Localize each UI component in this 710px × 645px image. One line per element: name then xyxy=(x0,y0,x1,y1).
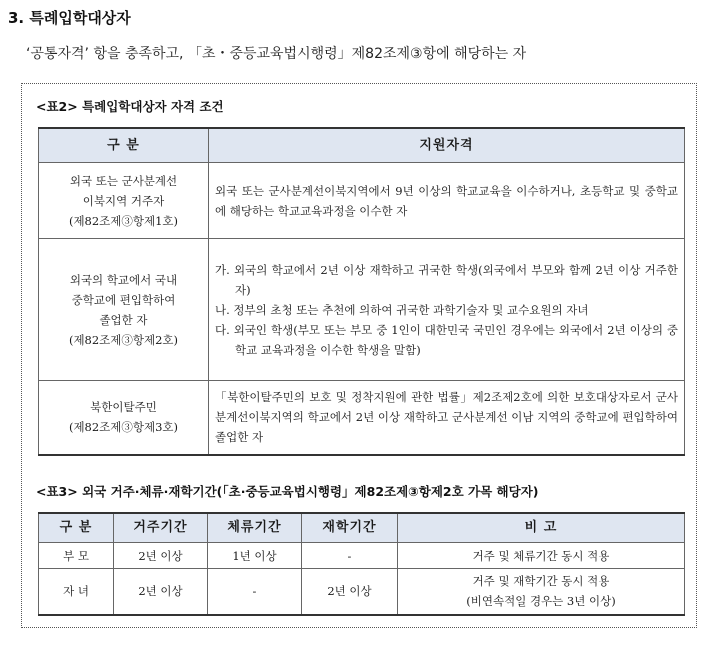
header-residence: 거주기간 xyxy=(114,513,208,543)
table-row xyxy=(39,381,685,455)
list-item: 나. 정부의 초청 또는 추천에 의하여 귀국한 과학기술자 및 교수요원의 자녀 xyxy=(215,302,589,317)
cell-enrollment: - xyxy=(302,543,398,569)
cell-category: 자 녀 xyxy=(39,569,114,615)
table1-caption: <표2> 특례입학대상자 자격 조건 xyxy=(36,99,224,114)
list-item: 다. 외국인 학생(부모 또는 부모 중 1인이 대한민국 국민인 경우에는 외국에서 2년 이상의 중학교 교육과정을 이수한 학생을 말함) xyxy=(215,322,678,357)
intro-text: ‘공통자격’ 항을 충족하고, 「초・중등교육법시행령」제82조제③항에 해당하는 자 xyxy=(26,46,527,62)
table2-caption: <표3> 외국 거주·체류·재학기간(「초·중등교육법시행령」제82조제③항제2호 가목 해당자) xyxy=(36,484,539,499)
table-row xyxy=(39,543,685,569)
table-row xyxy=(39,569,685,615)
row-description xyxy=(209,239,685,381)
cell-residence: 2년 이상 xyxy=(114,569,208,615)
cell-remarks: 거주 및 재학기간 동시 적용 (비연속적일 경우는 3년 이상) xyxy=(398,569,685,615)
section-heading: 3. 특례입학대상자 xyxy=(8,9,131,27)
row-category: 외국 또는 군사분계선 이북지역 거주자 (제82조제③항제1호) xyxy=(39,163,209,239)
residence-period-table xyxy=(38,512,685,616)
table-row xyxy=(39,163,685,239)
table-row xyxy=(39,239,685,381)
eligibility-table xyxy=(38,127,685,456)
cell-stay: - xyxy=(208,569,302,615)
header-stay: 체류기간 xyxy=(208,513,302,543)
header-qualification: 지원자격 xyxy=(209,128,685,163)
table-header-row xyxy=(39,513,685,543)
cell-enrollment: 2년 이상 xyxy=(302,569,398,615)
header-enrollment: 재학기간 xyxy=(302,513,398,543)
cell-residence: 2년 이상 xyxy=(114,543,208,569)
cell-remarks: 거주 및 체류기간 동시 적용 xyxy=(398,543,685,569)
header-remarks: 비 고 xyxy=(398,513,685,543)
header-category: 구 분 xyxy=(39,128,209,163)
row-description: 외국 또는 군사분계선이북지역에서 9년 이상의 학교교육을 이수하거나, 초등학교 및 중학교에 해당하는 학교교육과정을 이수한 자 xyxy=(209,163,685,239)
row-description: 「북한이탈주민의 보호 및 정착지원에 관한 법률」제2조제2호에 의한 보호대상자로서 군사분계선이북지역의 학교에서 2년 이상 재학하고 군사분계선 이남 지역의 중학교에 편입학하여 졸업한 자 xyxy=(209,381,685,455)
row-category: 외국의 학교에서 국내 중학교에 편입학하여 졸업한 자 (제82조제③항제2호) xyxy=(39,239,209,381)
table-header-row xyxy=(39,128,685,163)
row-category: 북한이탈주민 (제82조제③항제3호) xyxy=(39,381,209,455)
cell-stay: 1년 이상 xyxy=(208,543,302,569)
header-category: 구 분 xyxy=(39,513,114,543)
list-item: 가. 외국의 학교에서 2년 이상 재학하고 귀국한 학생(외국에서 부모와 함께 2년 이상 거주한 자) xyxy=(215,262,678,297)
cell-category: 부 모 xyxy=(39,543,114,569)
